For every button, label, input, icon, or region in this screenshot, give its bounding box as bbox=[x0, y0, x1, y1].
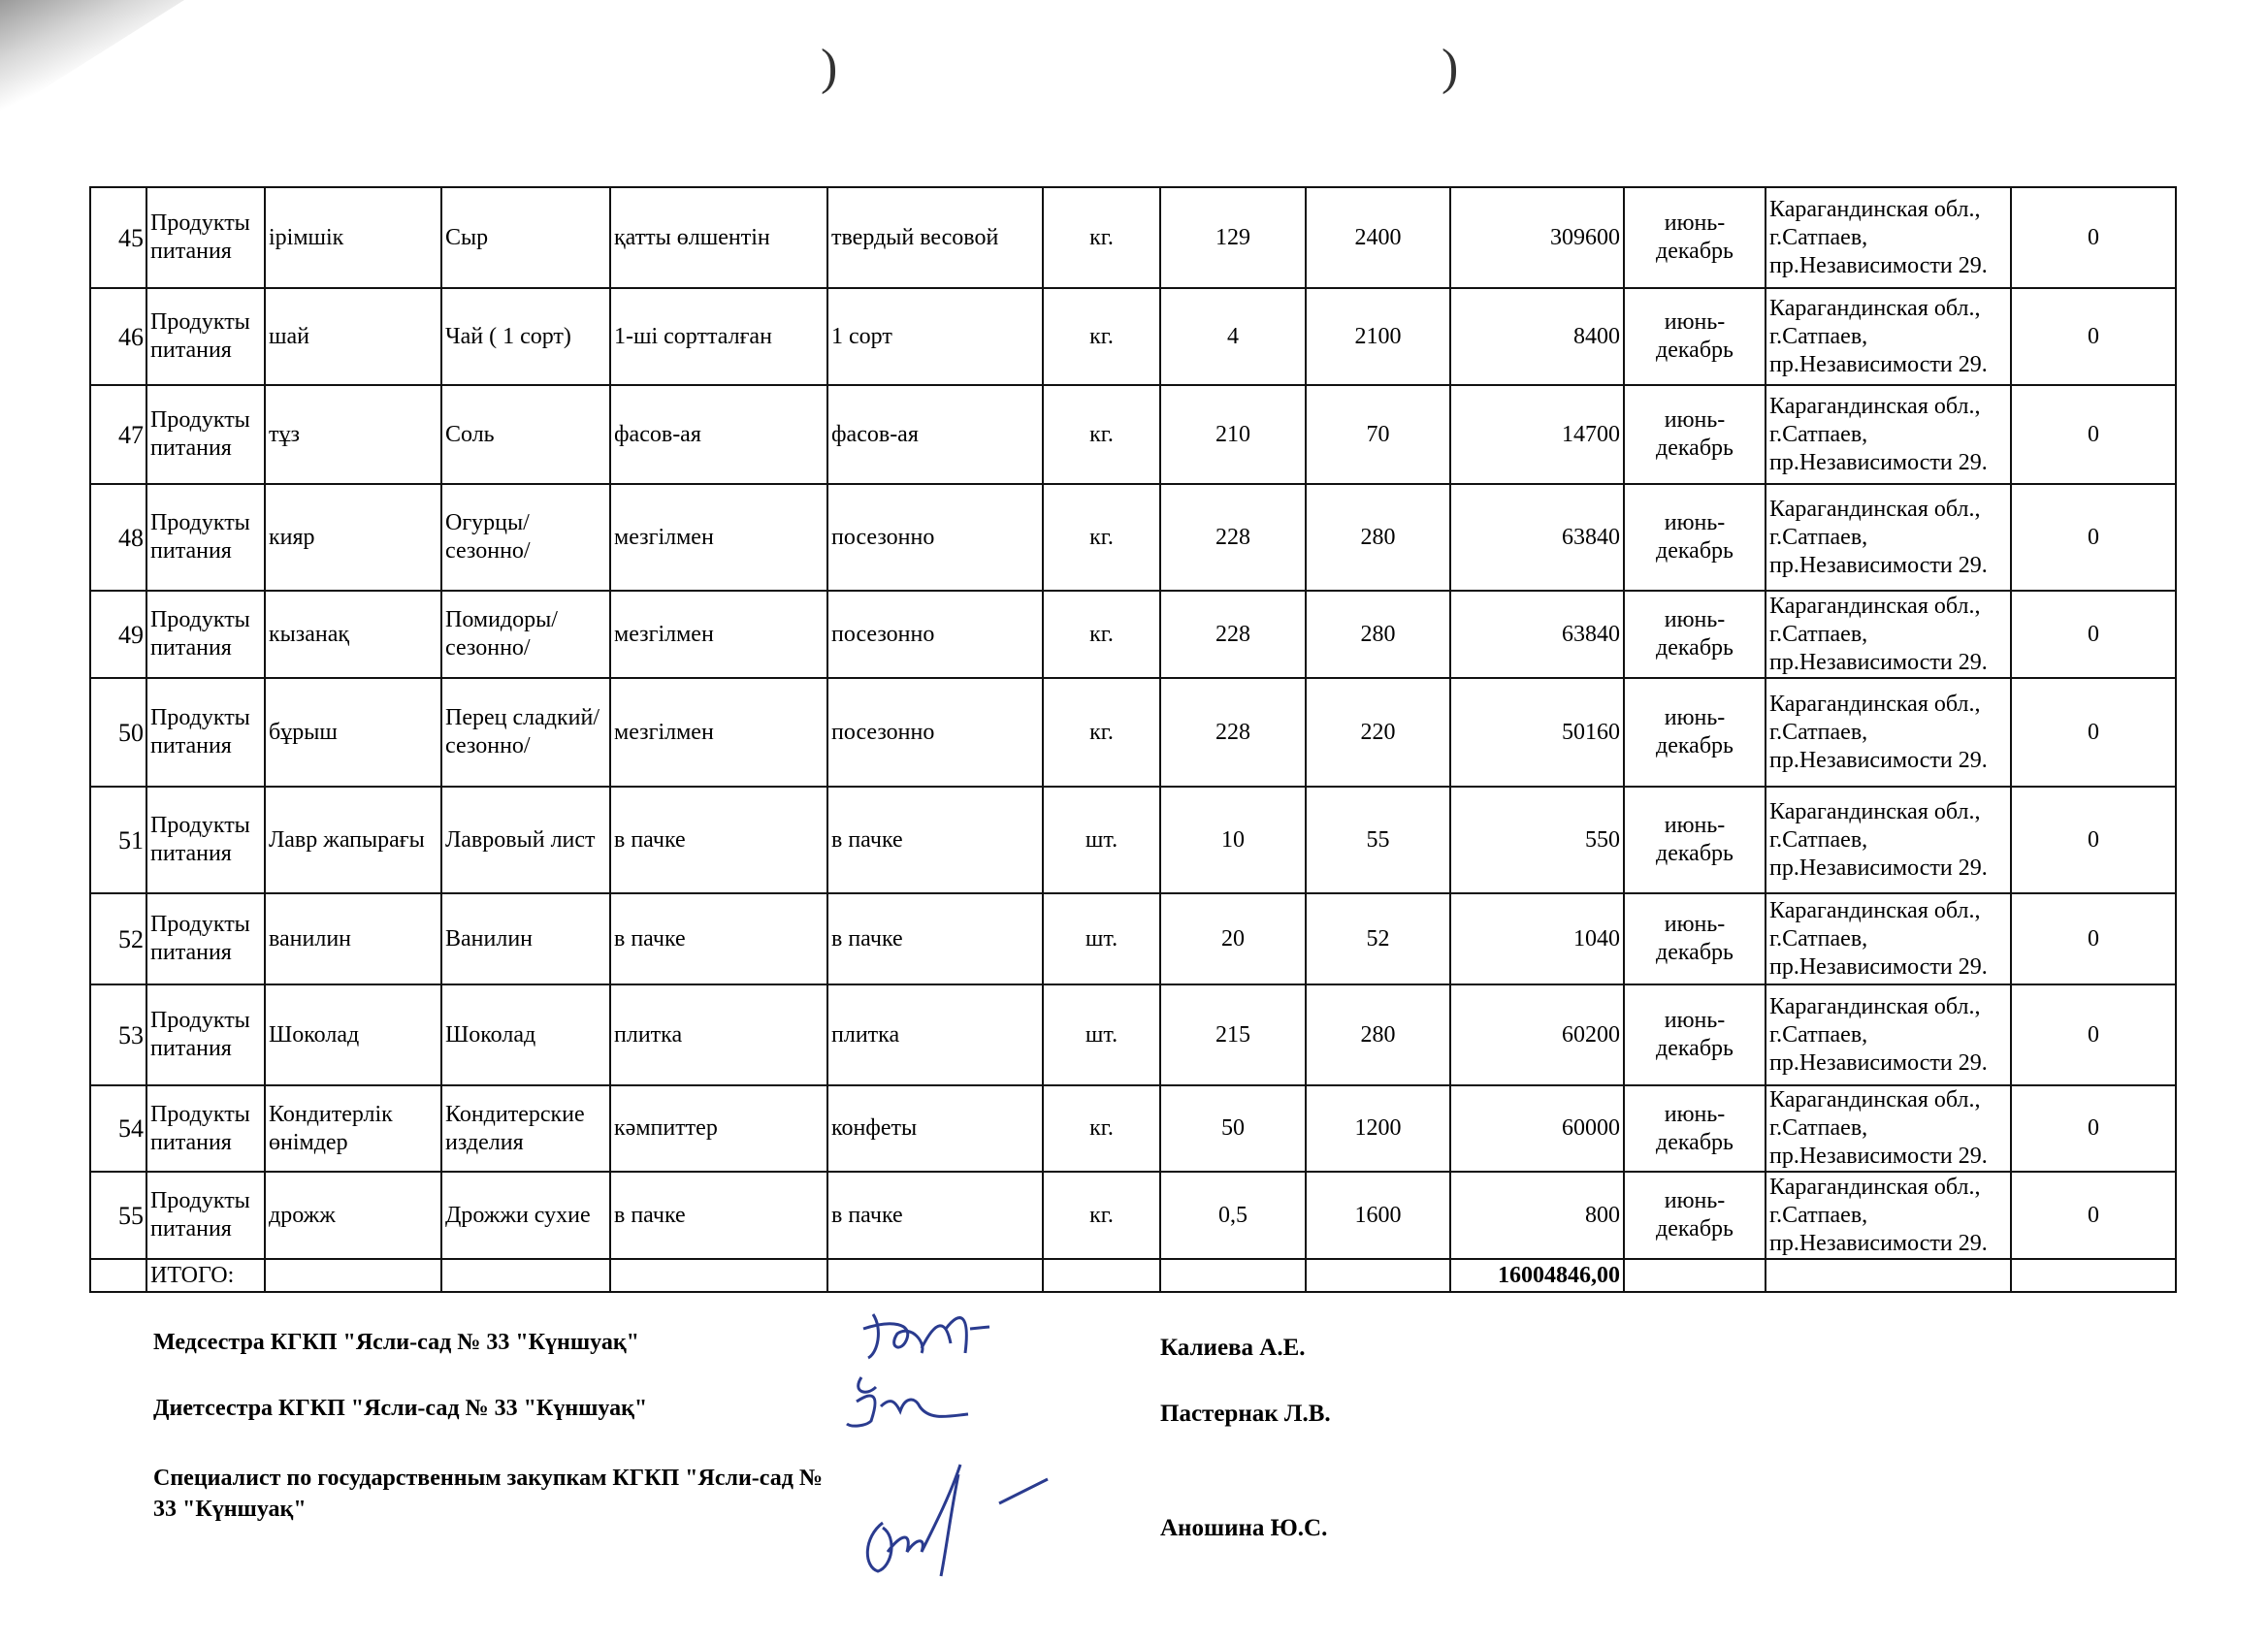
unit-cell: кг. bbox=[1043, 1172, 1160, 1259]
period-cell: июнь-декабрь bbox=[1624, 288, 1766, 385]
price-cell: 55 bbox=[1306, 787, 1450, 893]
sum-cell: 309600 bbox=[1450, 187, 1624, 288]
address-cell: Карагандинская обл., г.Сатпаев, пр.Независимости 29. bbox=[1766, 1172, 2011, 1259]
flag-cell: 0 bbox=[2011, 984, 2176, 1085]
price-cell: 52 bbox=[1306, 893, 1450, 984]
table-row bbox=[90, 484, 2176, 591]
flag-cell: 0 bbox=[2011, 1172, 2176, 1259]
spec-kz-cell: плитка bbox=[610, 984, 827, 1085]
spec-ru-cell: посезонно bbox=[827, 591, 1043, 678]
spec-ru-cell: твердый весовой bbox=[827, 187, 1043, 288]
spec-kz-cell: мезгілмен bbox=[610, 591, 827, 678]
table-row bbox=[90, 893, 2176, 984]
row-number: 54 bbox=[90, 1085, 146, 1172]
name-kz-cell: бұрыш bbox=[265, 678, 441, 787]
sum-cell: 63840 bbox=[1450, 591, 1624, 678]
spec-ru-cell: 1 сорт bbox=[827, 288, 1043, 385]
flag-cell: 0 bbox=[2011, 591, 2176, 678]
name-ru-cell: Шоколад bbox=[441, 984, 610, 1085]
name-kz-cell: Шоколад bbox=[265, 984, 441, 1085]
price-cell: 280 bbox=[1306, 984, 1450, 1085]
address-cell: Карагандинская обл., г.Сатпаев, пр.Независимости 29. bbox=[1766, 484, 2011, 591]
category-cell: Продукты питания bbox=[146, 591, 265, 678]
table-row bbox=[90, 1172, 2176, 1259]
spec-ru-cell: в пачке bbox=[827, 893, 1043, 984]
quantity-cell: 129 bbox=[1160, 187, 1306, 288]
quantity-cell: 228 bbox=[1160, 484, 1306, 591]
spec-ru-cell: фасов-ая bbox=[827, 385, 1043, 484]
category-cell: Продукты питания bbox=[146, 484, 265, 591]
name-ru-cell: Лавровый лист bbox=[441, 787, 610, 893]
address-cell: Карагандинская обл., г.Сатпаев, пр.Независимости 29. bbox=[1766, 893, 2011, 984]
spec-ru-cell: конфеты bbox=[827, 1085, 1043, 1172]
quantity-cell: 4 bbox=[1160, 288, 1306, 385]
empty-cell bbox=[265, 1259, 441, 1292]
spec-kz-cell: кәмпиттер bbox=[610, 1085, 827, 1172]
sum-cell: 14700 bbox=[1450, 385, 1624, 484]
unit-cell: кг. bbox=[1043, 1085, 1160, 1172]
row-number: 48 bbox=[90, 484, 146, 591]
category-cell: Продукты питания bbox=[146, 187, 265, 288]
signatory-role: Диетсестра КГКП "Ясли-сад № 33 "Күншуақ" bbox=[153, 1396, 648, 1421]
period-cell: июнь-декабрь bbox=[1624, 787, 1766, 893]
empty-cell bbox=[610, 1259, 827, 1292]
name-kz-cell: тұз bbox=[265, 385, 441, 484]
handwritten-signature bbox=[854, 1455, 1067, 1581]
category-cell: Продукты питания bbox=[146, 984, 265, 1085]
name-ru-cell: Дрожжи сухие bbox=[441, 1172, 610, 1259]
flag-cell: 0 bbox=[2011, 187, 2176, 288]
period-cell: июнь-декабрь bbox=[1624, 1172, 1766, 1259]
row-number: 47 bbox=[90, 385, 146, 484]
price-cell: 2400 bbox=[1306, 187, 1450, 288]
sum-cell: 1040 bbox=[1450, 893, 1624, 984]
spec-kz-cell: в пачке bbox=[610, 893, 827, 984]
price-cell: 1200 bbox=[1306, 1085, 1450, 1172]
spec-kz-cell: в пачке bbox=[610, 787, 827, 893]
unit-cell: кг. bbox=[1043, 288, 1160, 385]
punch-hole-mark: ) bbox=[1442, 40, 1459, 95]
name-ru-cell: Помидоры/сезонно/ bbox=[441, 591, 610, 678]
spec-kz-cell: 1-ші сортталған bbox=[610, 288, 827, 385]
address-cell: Карагандинская обл., г.Сатпаев, пр.Независимости 29. bbox=[1766, 288, 2011, 385]
category-cell: Продукты питания bbox=[146, 678, 265, 787]
quantity-cell: 228 bbox=[1160, 591, 1306, 678]
row-number: 49 bbox=[90, 591, 146, 678]
spec-ru-cell: плитка bbox=[827, 984, 1043, 1085]
sum-cell: 63840 bbox=[1450, 484, 1624, 591]
spec-kz-cell: фасов-ая bbox=[610, 385, 827, 484]
name-ru-cell: Кондитерские изделия bbox=[441, 1085, 610, 1172]
period-cell: июнь-декабрь bbox=[1624, 385, 1766, 484]
price-cell: 280 bbox=[1306, 484, 1450, 591]
flag-cell: 0 bbox=[2011, 1085, 2176, 1172]
name-ru-cell: Перец сладкий/сезонно/ bbox=[441, 678, 610, 787]
category-cell: Продукты питания bbox=[146, 787, 265, 893]
address-cell: Карагандинская обл., г.Сатпаев, пр.Независимости 29. bbox=[1766, 787, 2011, 893]
flag-cell: 0 bbox=[2011, 385, 2176, 484]
price-cell: 70 bbox=[1306, 385, 1450, 484]
quantity-cell: 215 bbox=[1160, 984, 1306, 1085]
unit-cell: кг. bbox=[1043, 385, 1160, 484]
table-row bbox=[90, 984, 2176, 1085]
punch-hole-mark: ) bbox=[821, 40, 838, 95]
name-ru-cell: Чай ( 1 сорт) bbox=[441, 288, 610, 385]
table-row bbox=[90, 288, 2176, 385]
price-cell: 1600 bbox=[1306, 1172, 1450, 1259]
category-cell: Продукты питания bbox=[146, 385, 265, 484]
empty-cell bbox=[1624, 1259, 1766, 1292]
name-kz-cell: Лавр жапырағы bbox=[265, 787, 441, 893]
quantity-cell: 20 bbox=[1160, 893, 1306, 984]
name-kz-cell: кызанақ bbox=[265, 591, 441, 678]
spec-kz-cell: в пачке bbox=[610, 1172, 827, 1259]
table-row bbox=[90, 1085, 2176, 1172]
unit-cell: кг. bbox=[1043, 187, 1160, 288]
name-kz-cell: Кондитерлік өнімдер bbox=[265, 1085, 441, 1172]
sum-cell: 50160 bbox=[1450, 678, 1624, 787]
handwritten-signature bbox=[842, 1368, 978, 1435]
address-cell: Карагандинская обл., г.Сатпаев, пр.Независимости 29. bbox=[1766, 984, 2011, 1085]
sum-cell: 60000 bbox=[1450, 1085, 1624, 1172]
price-cell: 2100 bbox=[1306, 288, 1450, 385]
quantity-cell: 50 bbox=[1160, 1085, 1306, 1172]
price-cell: 280 bbox=[1306, 591, 1450, 678]
empty-cell bbox=[2011, 1259, 2176, 1292]
category-cell: Продукты питания bbox=[146, 1085, 265, 1172]
name-kz-cell: шай bbox=[265, 288, 441, 385]
name-ru-cell: Огурцы/сезонно/ bbox=[441, 484, 610, 591]
row-number: 46 bbox=[90, 288, 146, 385]
spec-ru-cell: в пачке bbox=[827, 787, 1043, 893]
sum-cell: 8400 bbox=[1450, 288, 1624, 385]
name-kz-cell: ванилин bbox=[265, 893, 441, 984]
unit-cell: кг. bbox=[1043, 484, 1160, 591]
category-cell: Продукты питания bbox=[146, 1172, 265, 1259]
row-number: 52 bbox=[90, 893, 146, 984]
signatory-name: Калиева А.Е. bbox=[1160, 1335, 1306, 1361]
address-cell: Карагандинская обл., г.Сатпаев, пр.Независимости 29. bbox=[1766, 591, 2011, 678]
flag-cell: 0 bbox=[2011, 484, 2176, 591]
quantity-cell: 228 bbox=[1160, 678, 1306, 787]
sum-cell: 60200 bbox=[1450, 984, 1624, 1085]
flag-cell: 0 bbox=[2011, 678, 2176, 787]
signatory-role: Медсестра КГКП "Ясли-сад № 33 "Күншуақ" bbox=[153, 1330, 639, 1355]
spec-ru-cell: посезонно bbox=[827, 678, 1043, 787]
page-corner-fold bbox=[0, 0, 184, 116]
flag-cell: 0 bbox=[2011, 787, 2176, 893]
address-cell: Карагандинская обл., г.Сатпаев, пр.Независимости 29. bbox=[1766, 678, 2011, 787]
category-cell: Продукты питания bbox=[146, 288, 265, 385]
empty-cell bbox=[1766, 1259, 2011, 1292]
spec-ru-cell: в пачке bbox=[827, 1172, 1043, 1259]
period-cell: июнь-декабрь bbox=[1624, 484, 1766, 591]
name-ru-cell: Ванилин bbox=[441, 893, 610, 984]
period-cell: июнь-декабрь bbox=[1624, 1085, 1766, 1172]
address-cell: Карагандинская обл., г.Сатпаев, пр.Независимости 29. bbox=[1766, 187, 2011, 288]
unit-cell: шт. bbox=[1043, 787, 1160, 893]
handwritten-signature bbox=[854, 1300, 999, 1368]
address-cell: Карагандинская обл., г.Сатпаев, пр.Независимости 29. bbox=[1766, 385, 2011, 484]
unit-cell: шт. bbox=[1043, 893, 1160, 984]
signatory-name: Пастернак Л.В. bbox=[1160, 1401, 1331, 1427]
empty-cell bbox=[90, 1259, 146, 1292]
flag-cell: 0 bbox=[2011, 893, 2176, 984]
quantity-cell: 210 bbox=[1160, 385, 1306, 484]
table-row bbox=[90, 787, 2176, 893]
empty-cell bbox=[1160, 1259, 1306, 1292]
period-cell: июнь-декабрь bbox=[1624, 591, 1766, 678]
spec-kz-cell: мезгілмен bbox=[610, 678, 827, 787]
row-number: 50 bbox=[90, 678, 146, 787]
category-cell: Продукты питания bbox=[146, 893, 265, 984]
unit-cell: кг. bbox=[1043, 591, 1160, 678]
quantity-cell: 10 bbox=[1160, 787, 1306, 893]
name-kz-cell: ірімшік bbox=[265, 187, 441, 288]
table-row bbox=[90, 187, 2176, 288]
row-number: 45 bbox=[90, 187, 146, 288]
price-cell: 220 bbox=[1306, 678, 1450, 787]
name-ru-cell: Сыр bbox=[441, 187, 610, 288]
sum-cell: 800 bbox=[1450, 1172, 1624, 1259]
sum-cell: 550 bbox=[1450, 787, 1624, 893]
quantity-cell: 0,5 bbox=[1160, 1172, 1306, 1259]
name-kz-cell: дрожж bbox=[265, 1172, 441, 1259]
signatory-role: Специалист по государственным закупкам КГКП "Ясли-сад № 33 "Күншуақ" bbox=[153, 1466, 823, 1522]
spec-kz-cell: мезгілмен bbox=[610, 484, 827, 591]
empty-cell bbox=[441, 1259, 610, 1292]
name-kz-cell: кияр bbox=[265, 484, 441, 591]
spec-ru-cell: посезонно bbox=[827, 484, 1043, 591]
empty-cell bbox=[827, 1259, 1043, 1292]
row-number: 53 bbox=[90, 984, 146, 1085]
period-cell: июнь-декабрь bbox=[1624, 187, 1766, 288]
period-cell: июнь-декабрь bbox=[1624, 984, 1766, 1085]
empty-cell bbox=[1043, 1259, 1160, 1292]
flag-cell: 0 bbox=[2011, 288, 2176, 385]
row-number: 51 bbox=[90, 787, 146, 893]
spec-kz-cell: қатты өлшентін bbox=[610, 187, 827, 288]
signatory-name: Аношина Ю.С. bbox=[1160, 1515, 1328, 1541]
row-number: 55 bbox=[90, 1172, 146, 1259]
procurement-table bbox=[89, 186, 2177, 1293]
unit-cell: шт. bbox=[1043, 984, 1160, 1085]
address-cell: Карагандинская обл., г.Сатпаев, пр.Независимости 29. bbox=[1766, 1085, 2011, 1172]
total-row bbox=[90, 1259, 2176, 1292]
name-ru-cell: Соль bbox=[441, 385, 610, 484]
unit-cell: кг. bbox=[1043, 678, 1160, 787]
total-label: ИТОГО: bbox=[146, 1259, 265, 1292]
period-cell: июнь-декабрь bbox=[1624, 893, 1766, 984]
period-cell: июнь-декабрь bbox=[1624, 678, 1766, 787]
total-sum: 16004846,00 bbox=[1450, 1259, 1624, 1292]
table-row bbox=[90, 385, 2176, 484]
table-row bbox=[90, 678, 2176, 787]
table-row bbox=[90, 591, 2176, 678]
empty-cell bbox=[1306, 1259, 1450, 1292]
